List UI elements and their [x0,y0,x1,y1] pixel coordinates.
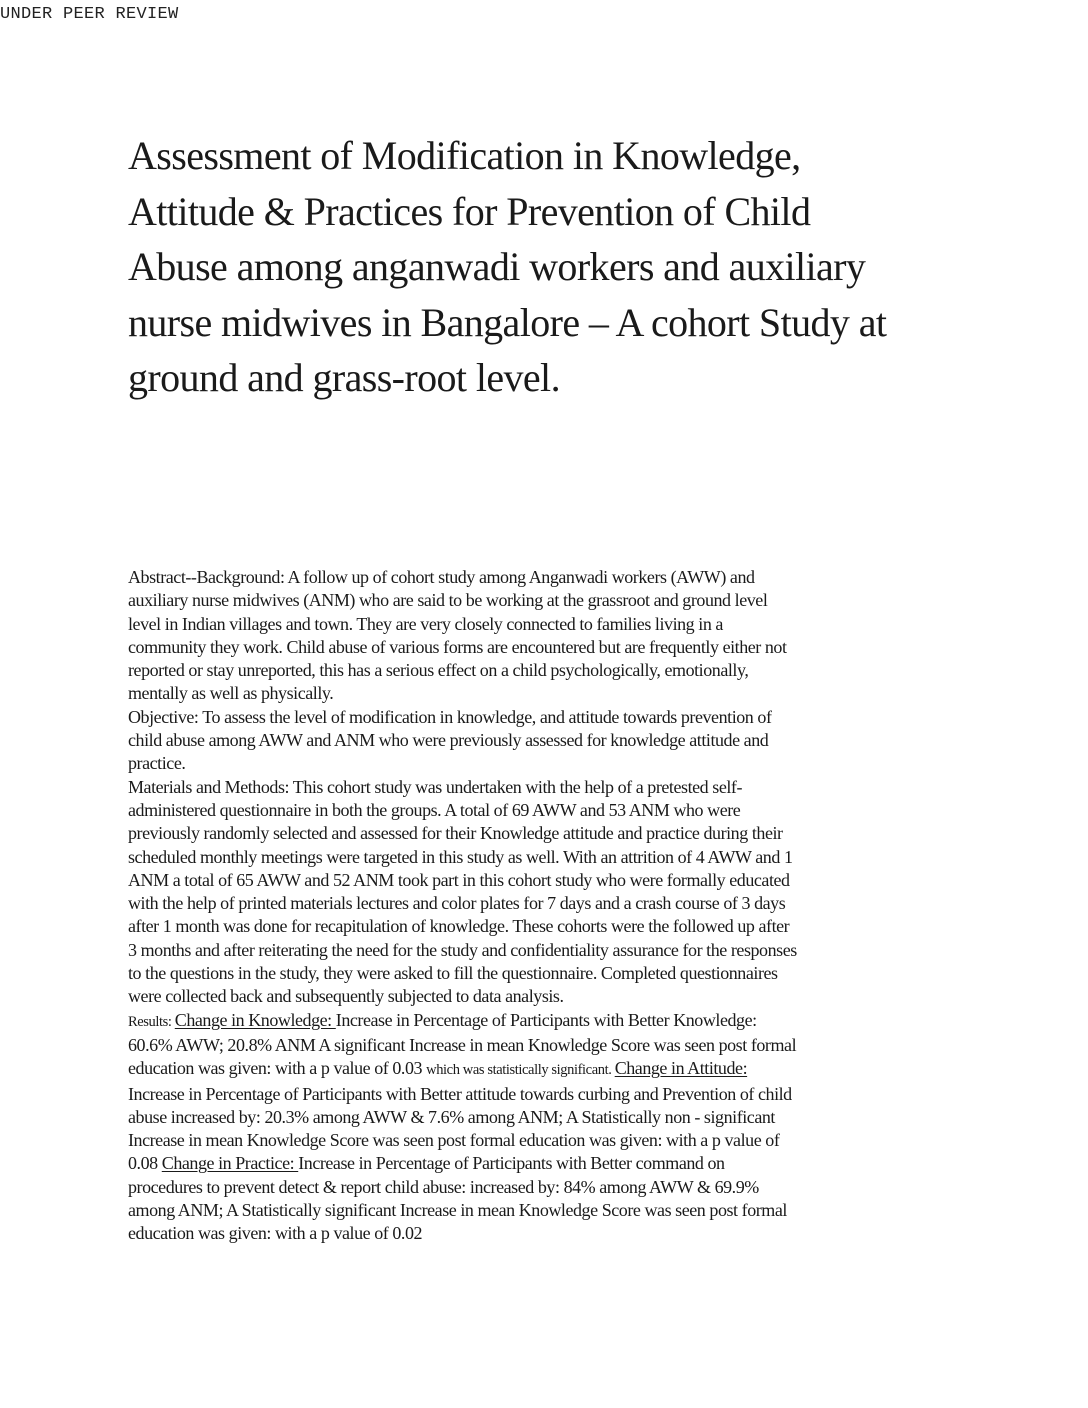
abstract-methods [128,776,988,1009]
paper-title [128,128,1008,406]
abstract-background [128,566,988,706]
results-small-text: which was statistically significant. [426,1062,615,1079]
abstract-line: Increase in mean Knowledge Score was seen post formal education was given: with a p value of [128,1130,780,1151]
abstract-line [128,1057,988,1082]
abstract-line: previously randomly selected and assessed for their Knowledge attitude and practice during their [128,823,783,844]
abstract-line: procedures to prevent detect & report child abuse: increased by: 84% among AWW & 69.9% [128,1176,759,1197]
title-line: ground and grass-root level. [128,355,560,400]
abstract-line: practice. [128,753,186,774]
abstract-line: 3 months and after reiterating the need for the study and confidentiality assurance for the responses [128,939,797,960]
abstract-line: Increase in Percentage of Participants with Better attitude towards curbing and Prevention of child [128,1083,792,1104]
abstract-line: among ANM; A Statistically significant Increase in mean Knowledge Score was seen post formal [128,1200,787,1221]
results-text: education was given: with a p value of 0.03 [128,1058,427,1079]
results-text: Increase in Percentage of Participants with Better command on [298,1153,725,1174]
abstract-line: mentally as well as physically. [128,683,334,704]
abstract-line: auxiliary nurse midwives (ANM) who are said to be working at the grassroot and ground level [128,590,768,611]
abstract-line: after 1 month was done for recapitulation of knowledge. These cohorts were the followed up after [128,916,790,937]
title-line: Assessment of Modification in Knowledge, [128,133,801,178]
abstract-line: abuse increased by: 20.3% among AWW & 7.6% among ANM; A Statistically non - significant [128,1106,775,1127]
abstract-line: level in Indian villages and town. They are very closely connected to families living in a [128,613,723,634]
title-line: Abuse among anganwadi workers and auxiliary [128,244,866,289]
abstract-line: were collected back and subsequently subjected to data analysis. [128,986,564,1007]
change-in-attitude-heading: Change in Attitude: [614,1058,748,1079]
under-peer-review-watermark: UNDER PEER REVIEW [0,5,179,24]
change-in-practice-heading: Change in Practice: [161,1153,299,1174]
abstract-line: child abuse among AWW and ANM who were previously assessed for knowledge attitude and [128,730,769,751]
results-text: Increase in Percentage of Participants with Better Knowledge: [335,1009,757,1030]
abstract-line: education was given: with a p value of 0.02 [128,1223,423,1244]
abstract-line: Objective: To assess the level of modification in knowledge, and attitude towards prevention of [128,706,772,727]
title-line: Attitude & Practices for Prevention of Child [128,188,811,234]
abstract-line: administered questionnaire in both the groups. A total of 69 AWW and 53 ANM who were [128,799,741,820]
abstract-line: 60.6% AWW; 20.8% ANM A significant Increase in mean Knowledge Score was seen post formal [128,1034,797,1055]
results-text: 0.08 [128,1153,162,1174]
abstract-line: Materials and Methods: This cohort study was undertaken with the help of a pretested self- [128,776,743,797]
abstract-line [128,1152,988,1175]
abstract-line: scheduled monthly meetings were targeted in this study as well. With an attrition of 4 AWW and 1 [128,846,793,867]
abstract-line: ANM a total of 65 AWW and 52 ANM took part in this cohort study who were formally educated [128,869,790,890]
abstract-objective [128,706,988,776]
abstract-line: with the help of printed materials lectures and color plates for 7 days and a crash course of 3 days [128,893,786,914]
abstract-line: to the questions in the study, they were asked to fill the questionnaire. Completed questionnaires [128,963,778,984]
abstract-line: community they work. Child abuse of various forms are encountered but are frequently either not [128,636,787,657]
title-line: nurse midwives in Bangalore – A cohort Study at [128,299,887,345]
abstract-line: reported or stay unreported, this has a serious effect on a child psychologically, emotionally, [128,660,749,681]
abstract-line [128,1009,988,1034]
abstract-results [128,1009,988,1246]
abstract-line: Abstract--Background: A follow up of cohort study among Anganwadi workers (AWW) and [128,567,755,587]
change-in-knowledge-heading: Change in Knowledge: [174,1009,336,1030]
abstract [128,566,988,1246]
results-label: Results: [128,1013,175,1030]
